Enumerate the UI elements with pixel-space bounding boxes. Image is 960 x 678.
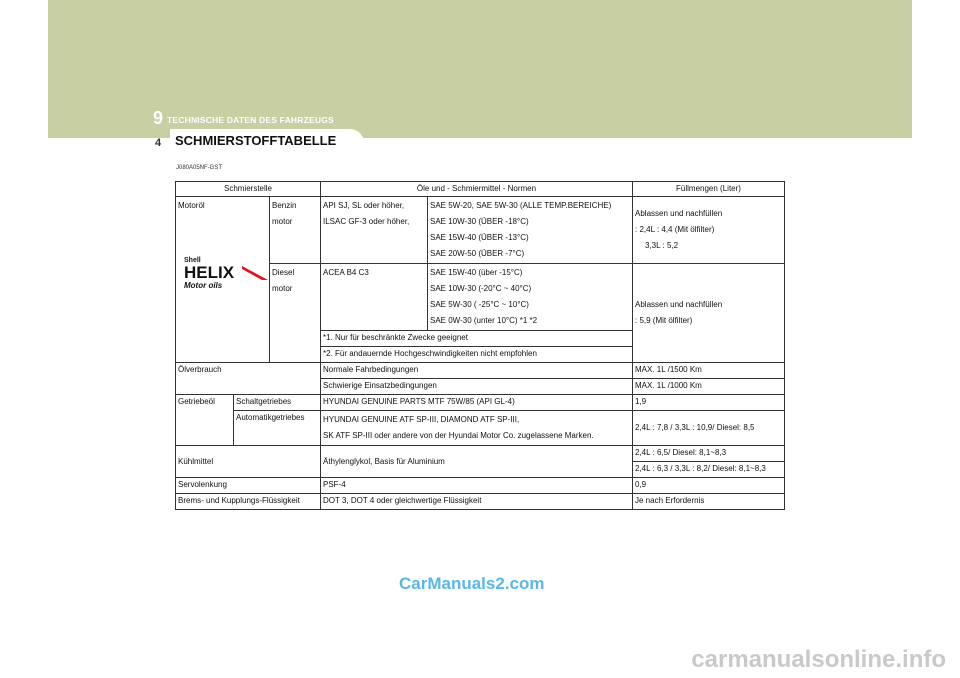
viscosity-line: SAE 5W-30 ( -25°C ~ 10°C) (430, 300, 529, 309)
oil-consumption-spec: Normale Fahrbedingungen (321, 363, 633, 379)
lubricant-table (175, 181, 785, 510)
brake-label: Brems- und Kupplungs-Flüssigkeit (176, 494, 321, 510)
motor-oil-cell (176, 197, 270, 363)
header-location: Schmierstelle (176, 182, 321, 197)
viscosity-line: SAE 10W-30 (-20°C ~ 40°C) (430, 284, 532, 293)
viscosity-line: SAE 20W-50 (ÜBER -7°C) (430, 249, 525, 258)
oil-consumption-label: Ölverbrauch (176, 363, 321, 395)
gearbox-manual-capacity: 1,9 (633, 395, 785, 411)
benzin-label-line: motor (272, 217, 293, 226)
logo-swoosh-icon (242, 266, 268, 280)
viscosity-line: SAE 15W-40 (ÜBER -13°C) (430, 233, 529, 242)
doc-id: J080A05NF-GST (176, 165, 223, 171)
diesel-viscosity (428, 264, 633, 331)
motor-oil-label: Motoröl (178, 201, 205, 210)
diesel-capacity (633, 264, 785, 363)
diesel-label (270, 264, 321, 363)
gearbox-label: Getriebeöl (176, 395, 234, 446)
steering-label: Servolenkung (176, 478, 321, 494)
benzin-label-line: Benzin (272, 201, 297, 210)
coolant-capacity: 2,4L : 6,5/ Diesel: 8,1~8,3 (633, 446, 785, 462)
diesel-spec-line: ACEA B4 C3 (323, 268, 369, 277)
benzin-label (270, 197, 321, 264)
logo-brand: Shell (184, 257, 201, 264)
chapter-number: 9 (153, 108, 164, 128)
diesel-label-line: motor (272, 284, 293, 293)
logo-product: HELIX (184, 263, 235, 282)
coolant-spec: Äthylenglykol, Basis für Aluminium (321, 446, 633, 478)
benzin-spec-line: API SJ, SL oder höher, (323, 201, 405, 210)
brake-spec: DOT 3, DOT 4 oder gleichwertige Flüssigkeit (321, 494, 633, 510)
gearbox-auto-spec-line: SK ATF SP-III oder andere von der Hyundai Motor Co. zugelassene Marken. (323, 431, 594, 440)
gearbox-auto-capacity: 2,4L : 7,8 / 3,3L : 10,9/ Diesel: 8,5 (633, 411, 785, 446)
steering-spec: PSF-4 (321, 478, 633, 494)
benzin-spec (321, 197, 428, 264)
oil-consumption-capacity: MAX. 1L /1000 Km (633, 379, 785, 395)
viscosity-line: SAE 0W-30 (unter 10°C) *1 *2 (430, 316, 538, 325)
shell-helix-logo (182, 254, 270, 290)
gearbox-auto-spec-line: HYUNDAI GENUINE ATF SP-III, DIAMOND ATF SP-III, (323, 415, 520, 424)
gearbox-manual-spec: HYUNDAI GENUINE PARTS MTF 75W/85 (API GL-4) (321, 395, 633, 411)
benzin-capacity (633, 197, 785, 264)
header-oils: Öle und - Schmiermittel - Normen (321, 182, 633, 197)
section-title: SCHMIERSTOFFTABELLE (175, 133, 337, 148)
note-1: *1. Nur für beschränkte Zwecke geeignet (321, 331, 633, 347)
gearbox-manual-label: Schaltgetriebes (234, 395, 321, 411)
page-number: 4 (155, 137, 162, 149)
chapter-title: TECHNISCHE DATEN DES FAHRZEUGS (167, 115, 334, 125)
viscosity-line: SAE 5W-20, SAE 5W-30 (ALLE TEMP.BEREICHE) (430, 201, 612, 210)
footer-watermark: carmanualsonline.info (691, 646, 946, 673)
brake-capacity: Je nach Erfordernis (633, 494, 785, 510)
logo-sub: Motor oils (184, 281, 223, 290)
benzin-spec-line: ILSAC GF-3 oder höher, (323, 217, 410, 226)
viscosity-line: SAE 15W-40 (über -15°C) (430, 268, 523, 277)
oil-consumption-spec: Schwierige Einsatzbedingungen (321, 379, 633, 395)
oil-consumption-capacity: MAX. 1L /1500 Km (633, 363, 785, 379)
capacity-line: : 5,9 (Mit ölfilter) (635, 316, 693, 325)
gearbox-auto-spec (321, 411, 633, 446)
diesel-label-line: Diesel (272, 268, 295, 277)
coolant-capacity: 2,4L : 6,3 / 3,3L : 8,2/ Diesel: 8,1~8,3 (633, 462, 785, 478)
note-2: *2. Für andauernde Hochgeschwindigkeiten nicht empfohlen (321, 347, 633, 363)
steering-capacity: 0,9 (633, 478, 785, 494)
watermark-link[interactable]: CarManuals2.com (399, 574, 545, 593)
capacity-line: Ablassen und nachfüllen (635, 209, 723, 218)
capacity-line: : 2,4L : 4,4 (Mit ölfilter) (635, 225, 715, 234)
benzin-viscosity (428, 197, 633, 264)
gearbox-auto-label: Automatikgetriebes (234, 411, 321, 446)
header-capacity: Füllmengen (Liter) (633, 182, 785, 197)
capacity-line: Ablassen und nachfüllen (635, 300, 723, 309)
viscosity-line: SAE 10W-30 (ÜBER -18°C) (430, 217, 529, 226)
capacity-line: 3,3L : 5,2 (645, 241, 679, 250)
diesel-spec (321, 264, 428, 331)
coolant-label: Kühlmittel (176, 446, 321, 478)
